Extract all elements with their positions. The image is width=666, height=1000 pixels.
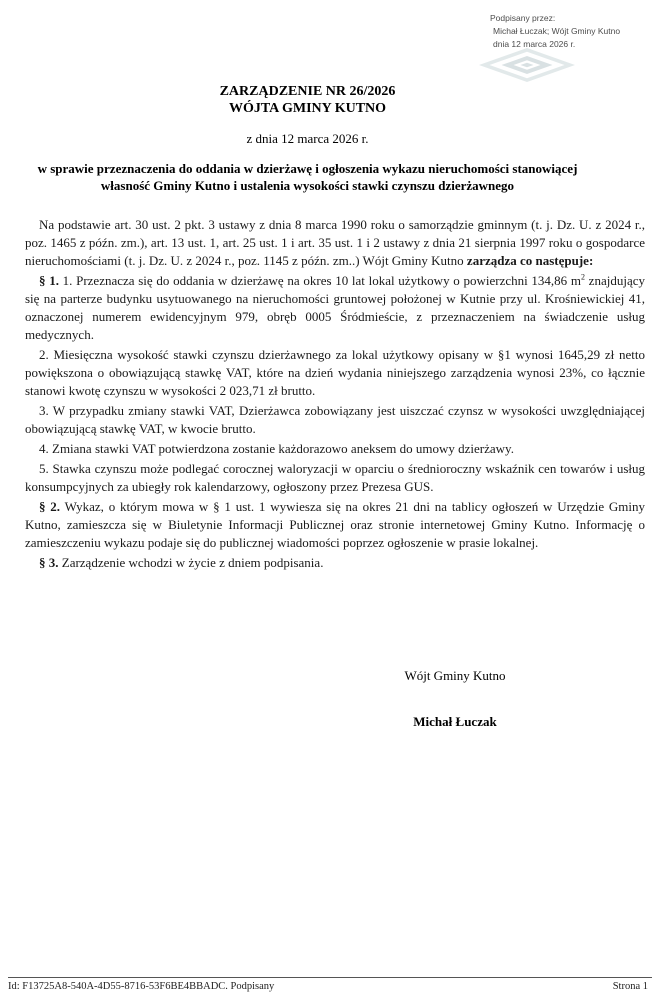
section-3-symbol: § 3. <box>39 555 59 570</box>
paragraph-section-1 <box>25 272 645 344</box>
subject-line-2: własność Gminy Kutno i ustalenia wysokości stawki czynszu dzierżawnego <box>100 178 515 193</box>
preamble-text: Na podstawie art. 30 ust. 2 pkt. 3 ustawy z dnia 8 marca 1990 roku o samorządzie gminnym (t. j. Dz. U. z 2024 r., poz. 1465 z późn. zm.), art. 13 ust. 1, art. 25 ust. 1 i art. 35 ust. 1 i 2 ustawy z dnia 21 sierpnia 1997 roku o gospodarce nieruchomościami (t. j. Dz. U. z 2024 r., poz. 1145 z późn. zm..) Wójt Gminy Kutno <box>25 217 645 268</box>
section-2-text: Wykaz, o którym mowa w § 1 ust. 1 wywiesza się na okres 21 dni na tablicy ogłoszeń w Urzędzie Gminy Kutno, zamieszcza się w Biuletynie Informacji Publicznej oraz stronie internetowej Gminy Kutno. Informację o zamieszczeniu wykazu podaje się do publicznej wiadomości poprzez ogłoszenie w prasie lokalnej. <box>25 499 646 550</box>
stamp-line-date: dnia 12 marca 2026 r. <box>493 39 576 49</box>
stamp-line-signer: Michał Łuczak; Wójt Gminy Kutno <box>493 26 621 36</box>
section-1-text-b: znajdujący się na parterze budynku usytuowanego na nieruchomości gruntowej położonej w Kutnie przy ul. Krośniewickiej 41, oznaczonej numerem ewidencyjnym 979, obręb 0005 Śródmieście, z przeznaczeniem na świadczenie usług medycznych. <box>25 273 645 342</box>
document-title <box>25 84 590 117</box>
subject-line-1: w sprawie przeznaczenia do oddania w dzierżawę i ogłoszenia wykazu nieruchomości stanowiącej <box>37 161 578 176</box>
paragraph-point-2: 2. Miesięczna wysokość stawki czynszu dzierżawnego za lokal użytkowy opisany w §1 wynosi 1645,29 zł netto powiększona o obowiązującą stawkę VAT, które na dzień wydania niniejszego zarządzenia wynosi 23%, co łącznie stanowi kwotę czynszu w wysokości 2 023,71 zł brutto. <box>25 347 645 398</box>
stamp-line-signed-by: Podpisany przez: <box>490 13 556 23</box>
title-line-number: ZARZĄDZENIE NR 26/2026 <box>219 84 396 99</box>
document-subject <box>25 160 590 194</box>
document-date: z dnia 12 marca 2026 r. <box>246 131 369 146</box>
title-line-authority: WÓJTA GMINY KUTNO <box>228 100 387 116</box>
superscript-square-meters: 2 <box>580 272 585 282</box>
preamble-ordains-text: zarządza co następuje: <box>466 253 594 268</box>
paragraph-section-3 <box>25 554 645 572</box>
page-number: Strona 1 <box>612 981 648 992</box>
signature-stamp <box>490 12 620 51</box>
paragraph-section-2 <box>25 498 645 552</box>
page-footer <box>8 981 648 992</box>
paragraph-point-3: 3. W przypadku zmiany stawki VAT, Dzierżawca zobowiązany jest uiszczać czynsz w wysokości uwzględniającej obowiązującą stawkę VAT, w kwocie brutto. <box>25 403 645 436</box>
document-body <box>25 216 645 574</box>
paragraph-point-5: 5. Stawka czynszu może podlegać corocznej waloryzacji w oparciu o średnioroczny wskaźnik cen towarów i usług konsumpcyjnych za ubiegły rok kalendarzowy, ogłoszony przez Prezesa GUS. <box>25 461 645 494</box>
section-1-symbol: § 1. <box>39 273 59 288</box>
footer-divider <box>8 977 652 978</box>
document-id: Id: F13725A8-540A-4D55-8716-53F6BE4BBADC. Podpisany <box>8 981 275 992</box>
signer-name: Michał Łuczak <box>413 714 497 729</box>
section-2-symbol: § 2. <box>39 499 61 514</box>
paragraph-point-4: 4. Zmiana stawki VAT potwierdzona zostanie każdorazowo aneksem do umowy dzierżawy. <box>39 441 514 456</box>
section-1-text-a: 1. Przeznacza się do oddania w dzierżawę na okres 10 lat lokal użytkowy o powierzchni 134,86 m <box>58 273 581 288</box>
section-3-text: Zarządzenie wchodzi w życie z dniem podpisania. <box>58 555 324 570</box>
signer-role: Wójt Gminy Kutno <box>404 668 506 683</box>
paragraph-preamble <box>25 216 645 270</box>
nested-diamond-seal-icon <box>479 48 575 82</box>
